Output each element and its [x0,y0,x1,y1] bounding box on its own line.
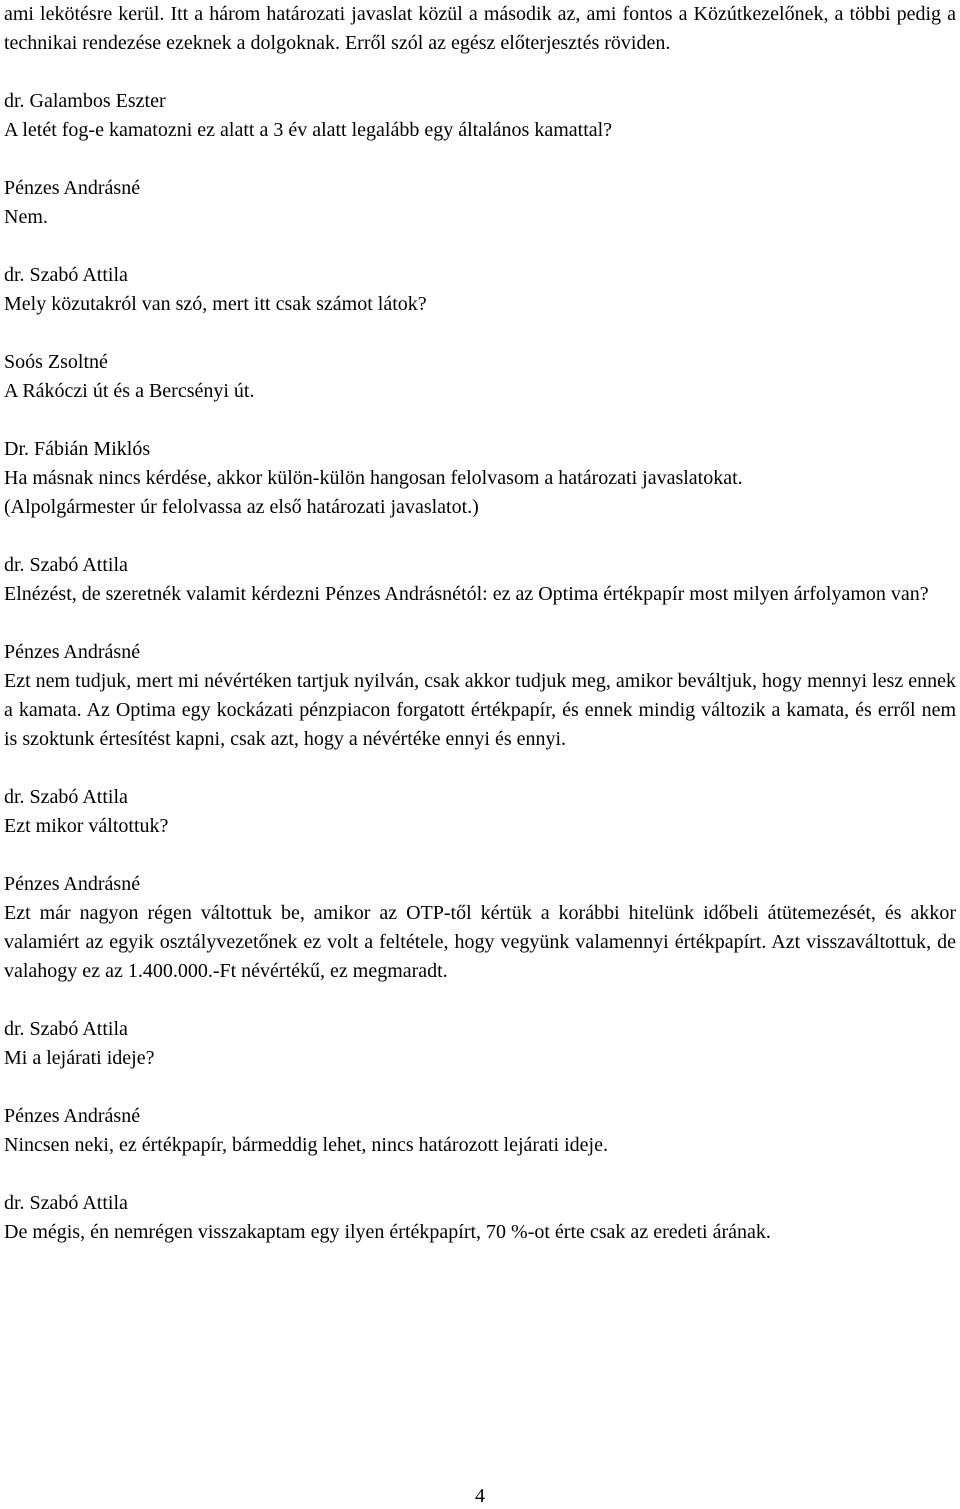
speech-text: De mégis, én nemrégen visszakaptam egy ilyen értékpapírt, 70 %-ot érte csak az eredeti árának. [4,1221,771,1243]
speaker-name: dr. Szabó Attila [4,1192,128,1214]
speaker-name: Dr. Fábián Miklós [4,438,151,460]
speech-text: Ezt mikor váltottuk? [4,815,169,837]
speech-text: Ezt nem tudjuk, mert mi névértéken tartjuk nyilván, csak akkor tudjuk meg, amikor beváltjuk, hogy mennyi lesz ennek a kamata. Az Optima egy kockázati pénzpiacon forgatott értékpapír, és ennek mindig változik a kamata, és erről nem is szoktunk értesítést kapni, csak azt, hogy a névértéke ennyi és ennyi. [4,670,956,750]
speech-text: Mely közutakról van szó, mert itt csak számot látok? [4,293,427,315]
speaker-name: Pénzes Andrásné [4,873,141,895]
dialogue-turn [4,638,956,754]
dialogue-turn [4,783,956,841]
page-number: 4 [475,1485,485,1507]
speaker-name: Pénzes Andrásné [4,177,141,199]
dialogue-turn [4,87,956,145]
intro-paragraph: ami lekötésre kerül. Itt a három határozati javaslat közül a második az, ami fontos a Közútkezelőnek, a többi pedig a technikai rendezése ezeknek a dolgoknak. Erről szól az egész előterjesztés röviden. [4,3,956,54]
procedural-note: (Alpolgármester úr felolvassa az első határozati javaslatot.) [4,496,479,518]
dialogue-turn [4,1189,956,1247]
speaker-name: dr. Galambos Eszter [4,90,166,112]
speech-text: Nem. [4,206,48,228]
dialogue-turn [4,261,956,319]
dialogue-turn [4,870,956,986]
speaker-name: dr. Szabó Attila [4,264,128,286]
dialogue-turn [4,551,956,609]
speech-text: A Rákóczi út és a Bercsényi út. [4,380,255,402]
speech-text: Elnézést, de szeretnék valamit kérdezni Pénzes Andrásnétól: ez az Optima értékpapír most milyen árfolyamon van? [4,583,929,605]
dialogue-turn [4,348,956,406]
dialogue-turn [4,435,956,522]
dialogue-turn [4,1015,956,1073]
speaker-name: Pénzes Andrásné [4,641,141,663]
document-page [4,0,956,1276]
speaker-name: Pénzes Andrásné [4,1105,141,1127]
speech-text: Nincsen neki, ez értékpapír, bármeddig lehet, nincs határozott lejárati ideje. [4,1134,608,1156]
speaker-name: dr. Szabó Attila [4,1018,128,1040]
dialogue-turn [4,174,956,232]
speech-text: Ha másnak nincs kérdése, akkor külön-külön hangosan felolvasom a határozati javaslatokat. [4,467,743,489]
speaker-name: dr. Szabó Attila [4,554,128,576]
speech-text: Ezt már nagyon régen váltottuk be, amikor az OTP-től kértük a korábbi hitelünk időbeli átütemezését, és akkor valamiért az egyik osztályvezetőnek ez volt a feltétele, hogy vegyünk valamennyi értékpapírt. Azt visszaváltottuk, de valahogy ez az 1.400.000.-Ft névértékű, ez megmaradt. [4,902,956,982]
speech-text: A letét fog-e kamatozni ez alatt a 3 év alatt legalább egy általános kamattal? [4,119,613,141]
dialogue-turn [4,1102,956,1160]
speaker-name: dr. Szabó Attila [4,786,128,808]
speech-text: Mi a lejárati ideje? [4,1047,155,1069]
speaker-name: Soós Zsoltné [4,351,108,373]
